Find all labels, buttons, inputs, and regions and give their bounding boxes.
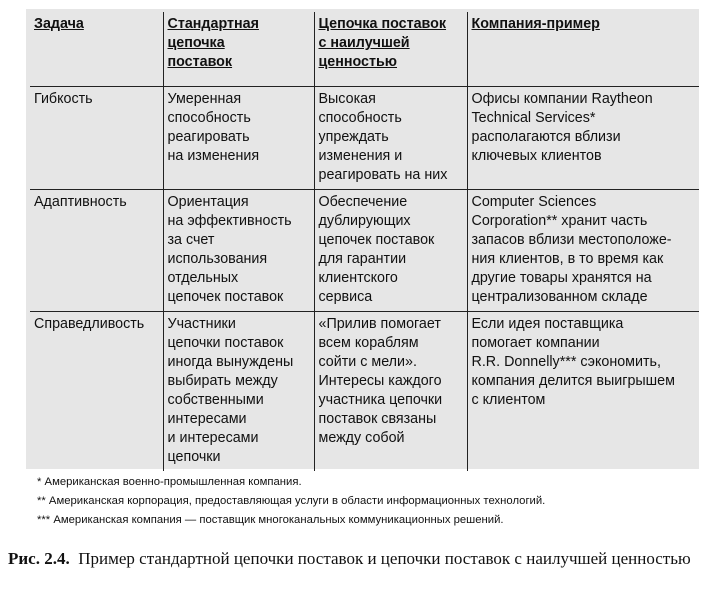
caption-label: Рис. 2.4. (8, 549, 70, 568)
table-header-row (30, 12, 699, 86)
comparison-table (30, 12, 699, 471)
header-task: Задача (30, 12, 163, 86)
table-row (30, 311, 699, 471)
row-best-value: «Прилив помогает всем кораблям сойти с мели». Интересы каждого участника цепочки поставок связаны между собой (314, 311, 467, 471)
row-task: Гибкость (30, 86, 163, 189)
row-task: Адаптивность (30, 189, 163, 311)
footnotes (37, 473, 545, 530)
header-example-company: Компания-пример (467, 12, 699, 86)
table-row (30, 189, 699, 311)
row-example: Если идея поставщика помогает компании R.R. Donnelly*** сэкономить, компания делится выигрышем с клиентом (467, 311, 699, 471)
row-example: Офисы компании Raytheon Technical Services* располагаются вблизи ключевых клиентов (467, 86, 699, 189)
row-standard: Умеренная способность реагировать на изменения (163, 86, 314, 189)
row-best-value: Обеспечение дублирующих цепочек поставок для гарантии клиентского сервиса (314, 189, 467, 311)
table-row (30, 86, 699, 189)
header-best-value-chain: Цепочка поставок с наилучшей ценностью (314, 12, 467, 86)
row-standard: Ориентация на эффективность за счет использования отдельных цепочек поставок (163, 189, 314, 311)
row-example: Computer Sciences Corporation** хранит часть запасов вблизи местоположе- ния клиентов, в то время как другие товары хранятся на централизованном складе (467, 189, 699, 311)
footnote: *** Американская компания — поставщик многоканальных коммуникационных решений. (37, 514, 504, 526)
row-standard: Участники цепочки поставок иногда вынуждены выбирать между собственными интересами и интересами цепочки (163, 311, 314, 471)
footnote: * Американская военно-промышленная компания. (37, 476, 302, 488)
caption-text: Пример стандартной цепочки поставок и цепочки поставок с наилучшей ценностью (78, 549, 691, 568)
row-task: Справедливость (30, 311, 163, 471)
header-standard-chain: Стандартная цепочка поставок (163, 12, 314, 86)
figure-caption (8, 547, 708, 571)
row-best-value: Высокая способность упреждать изменения и реагировать на них (314, 86, 467, 189)
footnote: ** Американская корпорация, предоставляющая услуги в области информационных технологий. (37, 495, 546, 507)
